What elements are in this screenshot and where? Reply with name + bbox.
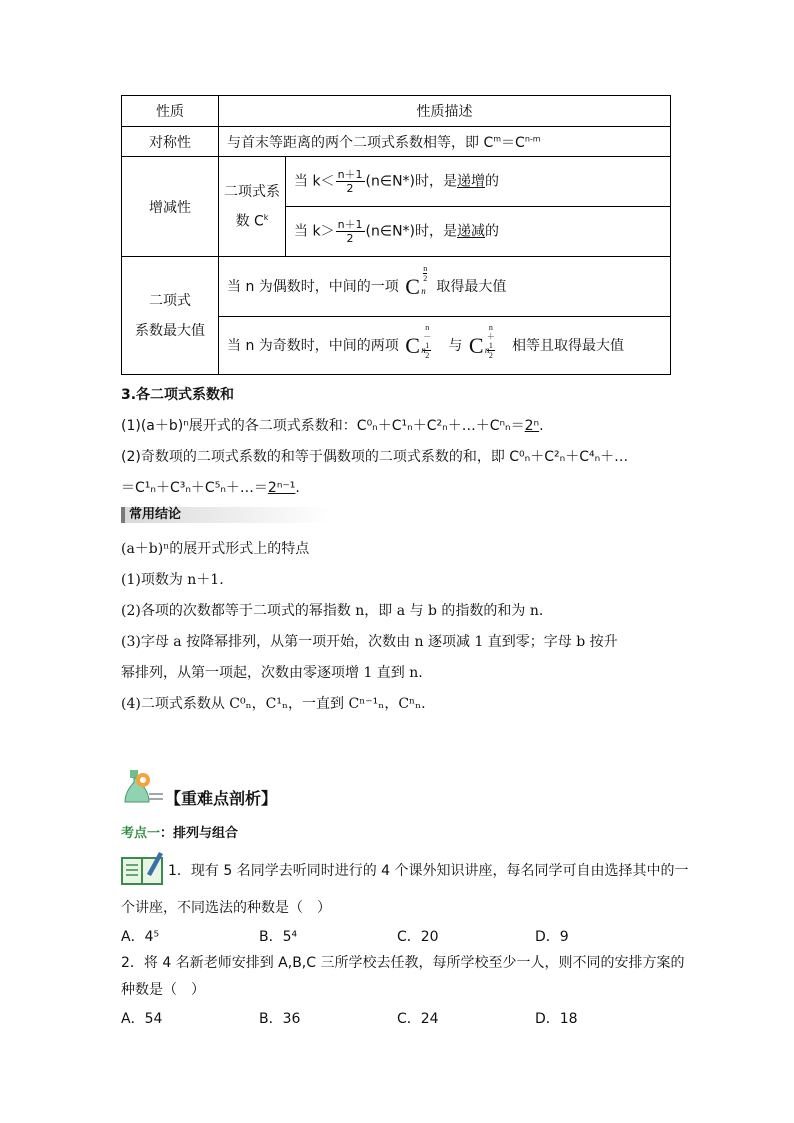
monotone-sub-label: 二项式系 数 $C^k$	[219, 157, 286, 257]
question-1-line2: 个讲座，不同选法的种数是（ ）	[121, 900, 331, 916]
binomial-c-symbol: C n 2 n	[405, 263, 428, 299]
analysis-heading: 【重难点剖析】	[165, 789, 278, 808]
symmetry-name: 对称性	[122, 127, 219, 157]
conclusion-tag: 常用结论	[121, 507, 331, 523]
question-2-line1: 2．将 4 名新老师安排到 A,B,C 三所学校去任教，每所学校至少一人，则不同的安排方案的	[121, 955, 685, 971]
question-2-option-b[interactable]: B．36	[259, 1011, 301, 1027]
max-name: 二项式 系数最大值	[122, 257, 219, 375]
conclusion-item-1: (1)项数为 n＋1.	[121, 572, 224, 588]
section3-title: 3.各二项式系数和	[121, 387, 235, 403]
header-property: 性质	[122, 96, 219, 127]
kaodian-label: 考点一：排列与组合	[121, 826, 239, 841]
conclusion-item-3b: 幂排列，从第一项起，次数由零逐项增 1 直到 n.	[121, 665, 423, 681]
section3-p2-line2: ＝C¹ₙ＋C³ₙ＋C⁵ₙ＋…＝2ⁿ⁻¹.	[121, 480, 300, 496]
binomial-c-symbol: C n－1 2 n	[405, 322, 432, 360]
table-header-row	[122, 96, 671, 127]
question-1-option-c[interactable]: C．20	[397, 929, 439, 945]
flask-icon	[121, 768, 165, 808]
question-1-option-a[interactable]: A．4⁵	[121, 929, 160, 945]
max-odd-desc: 当 n 为奇数时，中间的两项 C n－1 2 n 与 C n＋1 2 n 相等且取得最大值	[219, 317, 671, 375]
monotone-name: 增减性	[122, 157, 219, 257]
question-2-option-a[interactable]: A．54	[121, 1011, 163, 1027]
book-pencil-icon	[121, 848, 165, 886]
increasing-desc: 当 k＜ $\frac{n+1}{2}$ (n∈N*)时，是递增的	[286, 157, 671, 207]
symmetry-desc: 与首末等距离的两个二项式系数相等，即 $C^m=C^{n-m}$	[219, 127, 671, 157]
binomial-c-symbol: C n＋1 2 n	[468, 322, 495, 360]
fraction: $\frac{n+1}{2}$	[337, 168, 363, 195]
table-row-increasing	[122, 157, 671, 207]
question-2-option-d[interactable]: D．18	[535, 1011, 578, 1027]
decreasing-desc: 当 k＞ $\frac{n+1}{2}$ (n∈N*)时，是递减的	[286, 207, 671, 257]
binomial-properties-table	[121, 95, 671, 375]
table-row-symmetry	[122, 127, 671, 157]
question-2-option-c[interactable]: C．24	[397, 1011, 439, 1027]
conclusion-intro: (a＋b)ⁿ的展开式形式上的特点	[121, 541, 310, 557]
header-description: 性质描述	[219, 96, 671, 127]
conclusion-item-3a: (3)字母 a 按降幂排列，从第一项开始，次数由 n 逐项减 1 直到零；字母 b 按升	[121, 634, 618, 650]
conclusion-item-4: (4)二项式系数从 C⁰ₙ，C¹ₙ，一直到 Cⁿ⁻¹ₙ，Cⁿₙ.	[121, 696, 426, 712]
conclusion-item-2: (2)各项的次数都等于二项式的幂指数 n，即 a 与 b 的指数的和为 n.	[121, 603, 544, 619]
question-2-line2: 种数是（ ）	[121, 982, 205, 998]
section3-p2-line1: (2)奇数项的二项式系数的和等于偶数项的二项式系数的和，即 C⁰ₙ＋C²ₙ＋C⁴ₙ＋…	[121, 449, 629, 465]
question-1-option-b[interactable]: B．5⁴	[259, 929, 298, 945]
fraction: $\frac{n+1}{2}$	[337, 218, 363, 245]
question-1-option-d[interactable]: D．9	[535, 929, 569, 945]
section3-p1: (1)(a＋b)ⁿ展开式的各二项式系数和：C⁰ₙ＋C¹ₙ＋C²ₙ＋…＋Cⁿₙ＝2ⁿ.	[121, 418, 544, 434]
table-row-max-even	[122, 257, 671, 317]
question-1-line1: 1．现有 5 名同学去听同时进行的 4 个课外知识讲座，每名同学可自由选择其中的一	[168, 863, 689, 879]
max-even-desc: 当 n 为偶数时，中间的一项 C n 2 n 取得最大值	[219, 257, 671, 317]
